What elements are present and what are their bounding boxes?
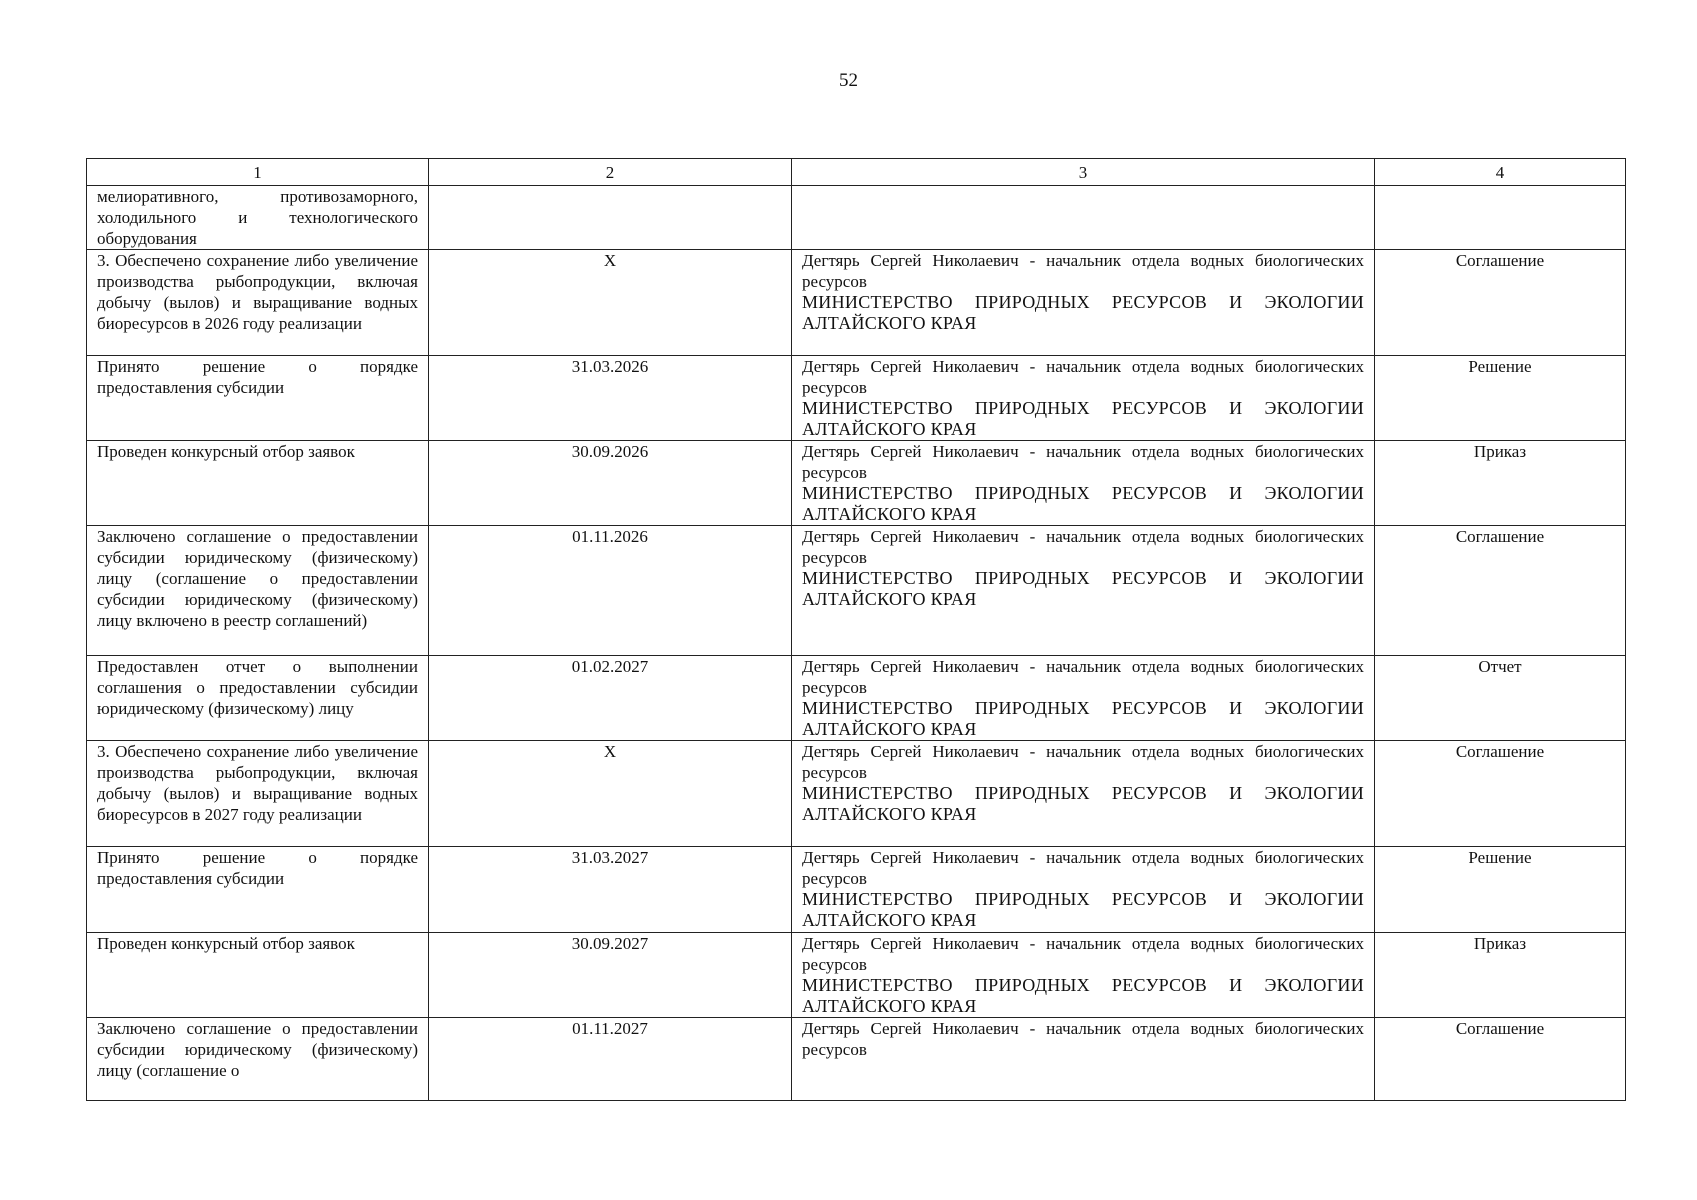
event-description: 3. Обеспечено сохранение либо увеличение производства рыбопродукции, включая добычу (вылов) и выращивание водных биоресурсов в 2026 году реализации bbox=[87, 250, 429, 356]
table-row bbox=[87, 933, 1626, 1018]
table-row bbox=[87, 847, 1626, 933]
table-row bbox=[87, 656, 1626, 741]
responsible-person: Дегтярь Сергей Николаевич - начальник отдела водных биологических ресурсов bbox=[802, 1019, 1364, 1059]
responsible-cell bbox=[792, 250, 1375, 356]
responsible-cell bbox=[792, 186, 1375, 250]
table-row bbox=[87, 526, 1626, 656]
column-header-4: 4 bbox=[1375, 159, 1626, 186]
event-description: Проведен конкурсный отбор заявок bbox=[87, 933, 429, 1018]
document-type: Приказ bbox=[1375, 441, 1626, 526]
responsible-person: Дегтярь Сергей Николаевич - начальник отдела водных биологических ресурсов bbox=[802, 742, 1364, 782]
table-row bbox=[87, 1018, 1626, 1101]
document-type bbox=[1375, 186, 1626, 250]
responsible-person: Дегтярь Сергей Николаевич - начальник отдела водных биологических ресурсов bbox=[802, 657, 1364, 697]
column-header-2: 2 bbox=[429, 159, 792, 186]
table-row bbox=[87, 250, 1626, 356]
responsible-organization: МИНИСТЕРСТВО ПРИРОДНЫХ РЕСУРСОВ И ЭКОЛОГИИ АЛТАЙСКОГО КРАЯ bbox=[802, 975, 1364, 1016]
event-date: 30.09.2026 bbox=[429, 441, 792, 526]
table-row bbox=[87, 356, 1626, 441]
responsible-cell bbox=[792, 441, 1375, 526]
responsible-organization: МИНИСТЕРСТВО ПРИРОДНЫХ РЕСУРСОВ И ЭКОЛОГИИ АЛТАЙСКОГО КРАЯ bbox=[802, 292, 1364, 333]
responsible-person: Дегтярь Сергей Николаевич - начальник отдела водных биологических ресурсов bbox=[802, 934, 1364, 974]
responsible-person: Дегтярь Сергей Николаевич - начальник отдела водных биологических ресурсов bbox=[802, 442, 1364, 482]
header-row bbox=[87, 159, 1626, 186]
event-description: Предоставлен отчет о выполнении соглашения о предоставлении субсидии юридическому (физическому) лицу bbox=[87, 656, 429, 741]
event-date: 30.09.2027 bbox=[429, 933, 792, 1018]
event-date: 01.11.2026 bbox=[429, 526, 792, 656]
event-date bbox=[429, 186, 792, 250]
responsible-organization: МИНИСТЕРСТВО ПРИРОДНЫХ РЕСУРСОВ И ЭКОЛОГИИ АЛТАЙСКОГО КРАЯ bbox=[802, 483, 1364, 524]
event-description: Заключено соглашение о предоставлении субсидии юридическому (физическому) лицу (соглашение о bbox=[87, 1018, 429, 1101]
table-body bbox=[87, 186, 1626, 1101]
responsible-person: Дегтярь Сергей Николаевич - начальник отдела водных биологических ресурсов bbox=[802, 251, 1364, 291]
event-description: Заключено соглашение о предоставлении субсидии юридическому (физическому) лицу (соглашение о предоставлении субсидии юридическому (физическому) лицу включено в реестр соглашений) bbox=[87, 526, 429, 656]
event-description: Принято решение о порядке предоставления субсидии bbox=[87, 356, 429, 441]
responsible-organization: МИНИСТЕРСТВО ПРИРОДНЫХ РЕСУРСОВ И ЭКОЛОГИИ АЛТАЙСКОГО КРАЯ bbox=[802, 398, 1364, 439]
document-type: Решение bbox=[1375, 356, 1626, 441]
document-type: Соглашение bbox=[1375, 741, 1626, 847]
table-row bbox=[87, 186, 1626, 250]
document-type: Соглашение bbox=[1375, 526, 1626, 656]
document-type: Соглашение bbox=[1375, 1018, 1626, 1101]
responsible-organization: МИНИСТЕРСТВО ПРИРОДНЫХ РЕСУРСОВ И ЭКОЛОГИИ АЛТАЙСКОГО КРАЯ bbox=[802, 889, 1364, 930]
column-header-1: 1 bbox=[87, 159, 429, 186]
responsible-person: Дегтярь Сергей Николаевич - начальник отдела водных биологических ресурсов bbox=[802, 357, 1364, 397]
responsible-cell bbox=[792, 356, 1375, 441]
column-header-3: 3 bbox=[792, 159, 1375, 186]
responsible-cell bbox=[792, 741, 1375, 847]
event-description: мелиоративного, противозаморного, холодильного и технологического оборудования bbox=[87, 186, 429, 250]
responsible-person: Дегтярь Сергей Николаевич - начальник отдела водных биологических ресурсов bbox=[802, 527, 1364, 567]
responsible-cell bbox=[792, 933, 1375, 1018]
responsible-person: Дегтярь Сергей Николаевич - начальник отдела водных биологических ресурсов bbox=[802, 848, 1364, 888]
table-row bbox=[87, 741, 1626, 847]
event-description: Проведен конкурсный отбор заявок bbox=[87, 441, 429, 526]
responsible-cell bbox=[792, 847, 1375, 933]
responsible-organization: МИНИСТЕРСТВО ПРИРОДНЫХ РЕСУРСОВ И ЭКОЛОГИИ АЛТАЙСКОГО КРАЯ bbox=[802, 568, 1364, 609]
event-date: 01.02.2027 bbox=[429, 656, 792, 741]
plan-table bbox=[86, 158, 1626, 1101]
event-date: 31.03.2026 bbox=[429, 356, 792, 441]
event-date: 31.03.2027 bbox=[429, 847, 792, 933]
event-description: Принято решение о порядке предоставления субсидии bbox=[87, 847, 429, 933]
document-type: Соглашение bbox=[1375, 250, 1626, 356]
responsible-organization: МИНИСТЕРСТВО ПРИРОДНЫХ РЕСУРСОВ И ЭКОЛОГИИ АЛТАЙСКОГО КРАЯ bbox=[802, 698, 1364, 739]
page-number: 52 bbox=[839, 70, 858, 91]
responsible-organization: МИНИСТЕРСТВО ПРИРОДНЫХ РЕСУРСОВ И ЭКОЛОГИИ АЛТАЙСКОГО КРАЯ bbox=[802, 783, 1364, 824]
event-date: X bbox=[429, 250, 792, 356]
responsible-cell bbox=[792, 526, 1375, 656]
table-row bbox=[87, 441, 1626, 526]
event-date: 01.11.2027 bbox=[429, 1018, 792, 1101]
responsible-cell bbox=[792, 656, 1375, 741]
responsible-cell bbox=[792, 1018, 1375, 1101]
event-date: X bbox=[429, 741, 792, 847]
document-type: Приказ bbox=[1375, 933, 1626, 1018]
document-type: Решение bbox=[1375, 847, 1626, 933]
event-description: 3. Обеспечено сохранение либо увеличение производства рыбопродукции, включая добычу (вылов) и выращивание водных биоресурсов в 2027 году реализации bbox=[87, 741, 429, 847]
document-type: Отчет bbox=[1375, 656, 1626, 741]
